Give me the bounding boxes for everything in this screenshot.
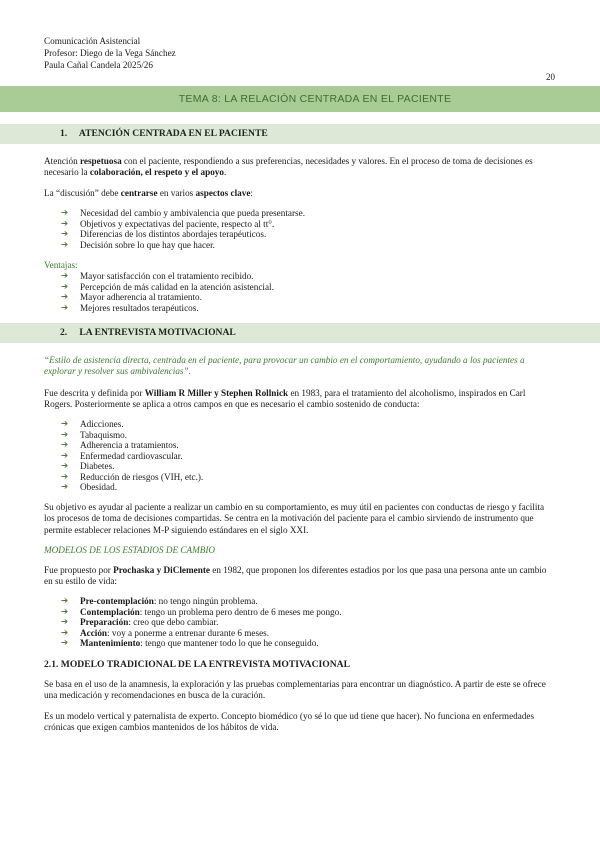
arrow-icon: ➔	[61, 606, 69, 617]
list-item-text: Diferencias de los distintos abordajes terapéuticos.	[80, 229, 267, 239]
arrow-icon: ➔	[61, 281, 69, 292]
list-item	[61, 596, 342, 607]
arrow-icon: ➔	[61, 271, 69, 281]
list-item	[61, 419, 203, 430]
application-fields-list	[61, 419, 203, 493]
list-item	[61, 430, 203, 441]
stage-description: : tengo un problema pero dentro de 6 meses me pongo.	[139, 606, 342, 617]
text-run: La “discusión” debe	[44, 188, 121, 198]
list-item-text: Adicciones.	[80, 419, 124, 429]
bold-run: Prochaska y DiClemente	[113, 565, 210, 575]
section-2-paragraph-1	[44, 388, 556, 411]
advantages-label: Ventajas:	[44, 260, 78, 270]
advantages-list	[61, 271, 274, 313]
header-course: Comunicación Asistencial	[44, 36, 141, 46]
list-item	[61, 461, 203, 472]
document-header	[44, 35, 176, 72]
list-item	[61, 472, 203, 483]
arrow-icon: ➔	[61, 461, 69, 471]
arrow-icon: ➔	[61, 292, 69, 302]
list-item	[61, 482, 203, 493]
arrow-icon: ➔	[61, 596, 69, 606]
list-item	[61, 208, 305, 219]
list-item	[61, 271, 274, 282]
arrow-icon: ➔	[61, 239, 69, 250]
list-item-text: Adherencia a tratamientos.	[80, 440, 179, 450]
bold-run: aspectos clave	[195, 188, 251, 198]
models-heading: MODELOS DE LOS ESTADIOS DE CAMBIO	[44, 545, 216, 555]
text-run: .	[223, 167, 227, 178]
list-item-text: Enfermedad cardiovascular.	[80, 450, 183, 461]
stage-description: : tengo que mantener todo lo que he conseguido.	[140, 638, 319, 648]
text-run: en varios	[157, 188, 196, 198]
list-item	[61, 628, 342, 639]
section-2-heading	[0, 323, 600, 343]
list-item	[61, 219, 305, 230]
section-2-paragraph-3	[44, 565, 556, 588]
text-run: con el paciente, respondiendo a sus preferencias, necesidades y valores. En el proceso de toma de decisiones es necesario la	[44, 156, 533, 178]
list-item-text: Decisión sobre lo que hay que hacer.	[80, 239, 215, 250]
stage-description: : creo que debo cambiar.	[128, 617, 219, 627]
arrow-icon: ➔	[61, 617, 69, 627]
list-item	[61, 229, 305, 240]
list-item-text: Mayor adherencia al tratamiento.	[80, 292, 202, 302]
list-item-text: Necesidad del cambio y ambivalencia que pueda presentarse.	[80, 208, 305, 218]
section-1-title: ATENCIÓN CENTRADA EN EL PACIENTE	[78, 128, 268, 139]
list-item	[61, 607, 342, 618]
list-item-text: Mayor satisfacción con el tratamiento recibido.	[80, 271, 254, 281]
bold-run: colaboración, el respeto y el apoyo	[89, 167, 224, 178]
section-2-title: LA ENTREVISTA MOTIVACIONAL	[79, 327, 236, 338]
arrow-icon: ➔	[61, 638, 69, 648]
stage-name: Preparación	[80, 617, 129, 627]
text-run: Fue descrita y definida por	[44, 388, 145, 398]
arrow-icon: ➔	[61, 482, 69, 492]
page-number: 20	[546, 72, 555, 82]
arrow-icon: ➔	[61, 627, 69, 638]
section-2-paragraph-2: Su objetivo es ayudar al paciente a realizar un cambio en su comportamiento, es muy útil en pacientes con conductas de riesgo y facilita los procesos de toma de decisiones compartidas. Se centra en la motivación del paciente para el cambio sirviendo de instrumento que permite establecer relaciones M-P siguiendo estándares en el siglo XXI.	[44, 502, 545, 535]
bold-run: respetuosa	[79, 156, 122, 166]
list-item-text: Mejores resultados terapéuticos.	[80, 302, 199, 313]
subsection-2-1-paragraph-1: Se basa en el uso de la anamnesis, la exploración y las pruebas complementarias para encontrar un diagnóstico. A partir de este se ofrece una medicación y recomendaciones en busca de la curación.	[44, 679, 546, 701]
topic-title: TEMA 8: LA RELACIÓN CENTRADA EN EL PACIENTE	[0, 86, 600, 112]
arrow-icon: ➔	[61, 419, 69, 429]
text-run: Atención	[44, 156, 80, 166]
text-run: en 1983, para el tratamiento del alcoholismo, inspirados en Carl Rogers. Posteriormente se aplica a otros campos en que es necesario el cambio sostenido de conducta:	[44, 388, 526, 410]
arrow-icon: ➔	[61, 429, 69, 440]
list-item	[61, 303, 274, 314]
header-author: Paula Cañal Candela 2025/26	[44, 60, 153, 71]
definition-quote: “Estilo de asistencia directa, centrada en el paciente, para provocar un cambio en el comportamiento, ayudando a los pacientes a explorar y resolver sus ambivalencias”.	[44, 355, 525, 377]
list-item-text: Reducción de riesgos (VIH, etc.).	[80, 471, 204, 482]
arrow-icon: ➔	[61, 450, 69, 461]
list-item	[61, 240, 305, 251]
stages-list	[61, 596, 342, 649]
list-item	[61, 282, 274, 293]
arrow-icon: ➔	[61, 218, 69, 229]
list-item-text: Diabetes.	[80, 461, 115, 471]
section-1-paragraph-1	[44, 156, 556, 179]
arrow-icon: ➔	[61, 229, 69, 239]
section-2-number: 2.	[60, 327, 68, 338]
list-item	[61, 638, 342, 649]
text-run: Fue propuesto por	[44, 565, 114, 575]
section-1-paragraph-2	[44, 188, 556, 199]
stage-description: : voy a ponerme a entrenar durante 6 meses.	[107, 627, 270, 638]
list-item-text: Obesidad.	[80, 482, 117, 492]
list-item	[61, 451, 203, 462]
bold-run: William R Miller y Stephen Rollnick	[144, 388, 289, 398]
list-item-text: Tabaquismo.	[80, 429, 128, 440]
list-item	[61, 617, 342, 628]
stage-description: : no tengo ningún problema.	[153, 596, 258, 606]
list-item	[61, 440, 203, 451]
list-item-text: Objetivos y expectativas del paciente, respecto al tt°.	[80, 218, 275, 229]
text-run: :	[250, 188, 253, 198]
arrow-icon: ➔	[61, 302, 69, 313]
list-item	[61, 292, 274, 303]
bold-run: centrarse	[120, 188, 158, 198]
arrow-icon: ➔	[61, 208, 69, 218]
key-aspects-list	[61, 208, 305, 250]
section-1-heading	[0, 124, 600, 144]
list-item-text: Percepción de más calidad en la atención asistencial.	[80, 281, 274, 292]
text-run: en 1982, que proponen los diferentes estadios por los que pasa una persona ante un cambio en su estilo de vida:	[44, 565, 547, 587]
header-professor: Profesor: Diego de la Vega Sánchez	[44, 48, 176, 59]
subsection-2-1-paragraph-2: Es un modelo vertical y paternalista de experto. Concepto biomédico (yo sé lo que ud tiene que hacer). No funciona en enfermedades crónicas que exigen cambios mantenidos de los hábitos de vida.	[44, 711, 535, 733]
arrow-icon: ➔	[61, 471, 69, 482]
stage-name: Pre-contemplación	[80, 596, 154, 606]
stage-name: Acción	[80, 627, 108, 638]
section-1-number: 1.	[60, 128, 68, 139]
stage-name: Mantenimiento	[80, 638, 141, 648]
arrow-icon: ➔	[61, 440, 69, 450]
subsection-2-1-title: 2.1. MODELO TRADICIONAL DE LA ENTREVISTA MOTIVACIONAL	[44, 659, 350, 670]
stage-name: Contemplación	[80, 606, 140, 617]
